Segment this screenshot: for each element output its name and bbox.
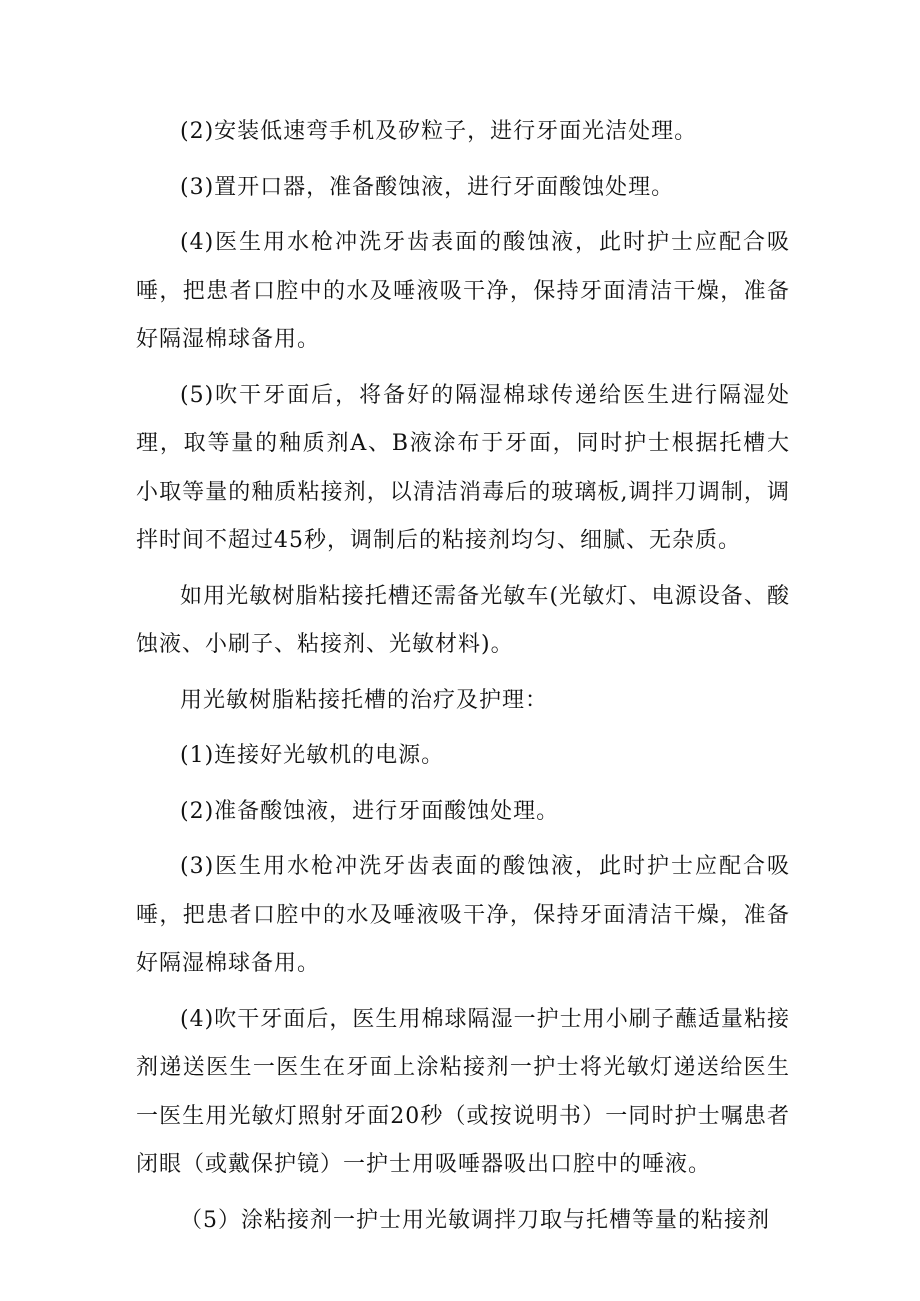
paragraph-step-5-adhesive: (5)吹干牙面后，将备好的隔湿棉球传递给医生进行隔湿处理，取等量的釉质剂A、B液涂布于牙面，同时护士根据托槽大小取等量的釉质粘接剂，以清洁消毒后的玻璃板,调拌刀调制，调拌时间不超过45秒，调制后的粘接剂均匀、细腻、无杂质。	[136, 382, 790, 553]
paragraph-step-3-etch: (3)置开口器，准备酸蚀液，进行牙面酸蚀处理。	[180, 174, 675, 200]
paragraph-lc-step-4: (4)吹干牙面后，医生用棉球隔湿一护士用小刷子蘸适量粘接剂递送医生一医生在牙面上涂粘接剂一护士将光敏灯递送给医生一医生用光敏灯照射牙面20秒（或按说明书）一同时护士嘱患者闭眼（或戴保护镜）一护士用吸唾器吸出口腔中的唾液。	[136, 1006, 790, 1177]
document-body	[136, 108, 790, 1252]
paragraph-lc-step-1: (1)连接好光敏机的电源。	[180, 743, 445, 768]
paragraph-lc-step-3: (3)医生用水枪冲洗牙齿表面的酸蚀液，此时护士应配合吸唾，把患者口腔中的水及唾液吸干净，保持牙面清洁干燥，准备好隔湿棉球备用。	[136, 854, 790, 976]
paragraph-lc-step-5: （5）涂粘接剂一护士用光敏调拌刀取与托槽等量的粘接剂	[180, 1207, 770, 1233]
paragraph-step-4-rinse: (4)医生用水枪冲洗牙齿表面的酸蚀液，此时护士应配合吸唾，把患者口腔中的水及唾液吸干净，保持牙面清洁干燥，准备好隔湿棉球备用。	[136, 230, 790, 352]
paragraph-light-cure-heading: 用光敏树脂粘接托槽的治疗及护理：	[180, 687, 549, 713]
paragraph-light-cure-cart: 如用光敏树脂粘接托槽还需备光敏车(光敏灯、电源设备、酸蚀液、小刷子、粘接剂、光敏材料)。	[136, 583, 790, 657]
paragraph-step-2-polish: (2)安装低速弯手机及矽粒子，进行牙面光洁处理。	[180, 119, 698, 144]
paragraph-lc-step-2: (2)准备酸蚀液，进行牙面酸蚀处理。	[180, 798, 560, 824]
